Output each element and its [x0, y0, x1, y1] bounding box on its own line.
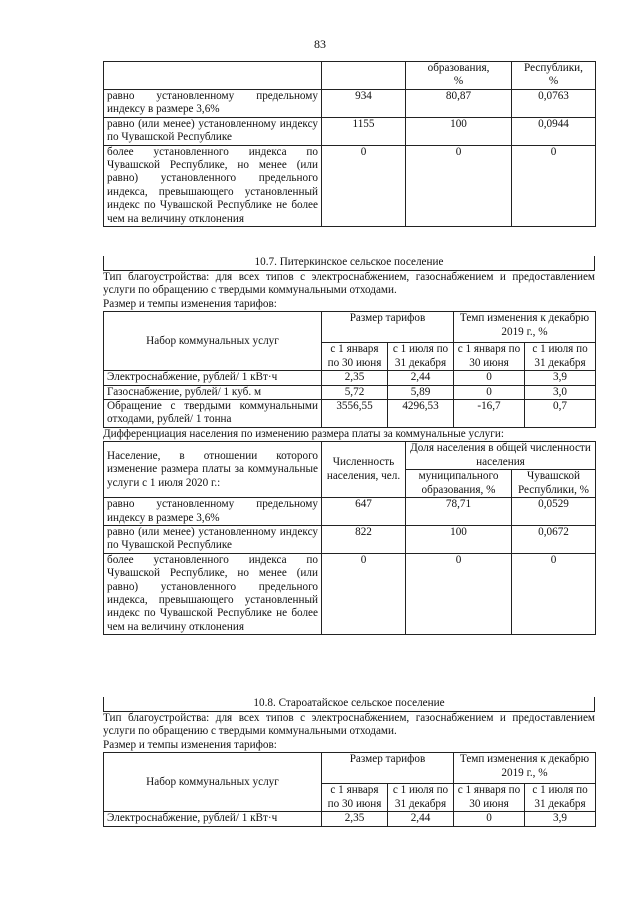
header-population: Население, в отношении которого изменение размера платы за коммунальные услуги с 1 июля 2020 г.:: [104, 442, 322, 498]
header-share: Доля населения в общей численности населения: [406, 442, 596, 470]
header-jul: с 1 июля по 31 декабря: [388, 343, 454, 371]
tariff-value: 5,72: [322, 385, 388, 399]
row-mun-share: 80,87: [406, 90, 512, 118]
row-count: 0: [322, 145, 406, 226]
tariffs-table: [103, 752, 596, 826]
header-rep-cont: Республики, %: [512, 62, 596, 90]
tariffs-caption: Размер и темпы изменения тарифов:: [103, 738, 277, 751]
row-label: равно установленному предельному индексу в размере 3,6%: [104, 90, 322, 118]
table-row: [104, 498, 596, 526]
row-count: 0: [322, 553, 406, 634]
improvement-type: Тип благоустройства: для всех типов с электроснабжением, газоснабжением и предоставлением услуги по обращению с твердыми коммунальными отходами.: [103, 711, 595, 738]
table-row: [104, 812, 596, 826]
diff-caption: Дифференциация населения по изменению размера платы за коммунальные услуги:: [103, 427, 504, 440]
table-row: [104, 90, 596, 118]
table-row: [104, 371, 596, 385]
tariffs-table: [103, 311, 596, 427]
header-count: Численность населения, чел.: [322, 442, 406, 498]
table-row: [104, 145, 596, 226]
section-title: 10.7. Питеркинское сельское поселение: [103, 256, 595, 271]
row-label: равно установленному предельному индексу в размере 3,6%: [104, 498, 322, 526]
row-count: 647: [322, 498, 406, 526]
rate-value: 0: [454, 812, 525, 826]
rate-value: 0: [454, 385, 525, 399]
table-row: [104, 400, 596, 428]
tariff-value: 4296,53: [388, 400, 454, 428]
section-10-7: [103, 256, 595, 635]
population-diff-table: [103, 441, 596, 635]
row-count: 934: [322, 90, 406, 118]
improvement-type: Тип благоустройства: для всех типов с электроснабжением, газоснабжением и предоставлением услуги по обращению с твердыми коммунальными отходами.: [103, 270, 595, 297]
rate-value: 0: [454, 371, 525, 385]
row-count: 822: [322, 526, 406, 554]
header-tariff-size: Размер тарифов: [322, 753, 454, 784]
header-services: Набор коммунальных услуг: [104, 312, 322, 371]
header-rep: Чувашской Республики, %: [512, 470, 596, 498]
rate-value: -16,7: [454, 400, 525, 428]
row-mun-share: 100: [406, 117, 512, 145]
population-diff-table-continued: [103, 61, 595, 227]
section-title: 10.8. Староатайское сельское поселение: [103, 697, 595, 712]
row-label: равно (или менее) установленному индексу по Чувашской Республике: [104, 526, 322, 554]
row-label: более установленного индекса по Чувашской Республике, но менее (или равно) установленного предельного индекса, превышающего установленный индекс по Чувашской Республике не более чем на величину отклонения: [104, 145, 322, 226]
row-label: равно (или менее) установленному индексу по Чувашской Республике: [104, 117, 322, 145]
row-rep-share: 0,0763: [512, 90, 596, 118]
rate-value: 3,9: [525, 371, 596, 385]
tariff-value: 5,89: [388, 385, 454, 399]
header-jan: с 1 января по 30 июня: [454, 343, 525, 371]
rate-value: 3,9: [525, 812, 596, 826]
header-cell-empty: [322, 62, 406, 90]
table-row: [104, 385, 596, 399]
header-jul: с 1 июля по 31 декабря: [388, 784, 454, 812]
tariff-value: 2,44: [388, 371, 454, 385]
tariffs-caption: Размер и темпы изменения тарифов:: [103, 297, 277, 310]
header-services: Набор коммунальных услуг: [104, 753, 322, 812]
tariff-value: 2,35: [322, 812, 388, 826]
table-row: [104, 526, 596, 554]
header-jul: с 1 июля по 31 декабря: [525, 784, 596, 812]
header-rate: Темп изменения к декабрю 2019 г., %: [454, 312, 596, 343]
header-cell-empty: [104, 62, 322, 90]
row-mun-share: 100: [406, 526, 512, 554]
header-tariff-size: Размер тарифов: [322, 312, 454, 343]
section-10-8: [103, 697, 595, 827]
header-rate: Темп изменения к декабрю 2019 г., %: [454, 753, 596, 784]
service-name: Газоснабжение, рублей/ 1 куб. м: [104, 385, 322, 399]
table-row: [104, 553, 596, 634]
row-mun-share: 0: [406, 553, 512, 634]
header-jan: с 1 января по 30 июня: [322, 343, 388, 371]
service-name: Электроснабжение, рублей/ 1 кВт·ч: [104, 371, 322, 385]
row-rep-share: 0,0529: [512, 498, 596, 526]
table-row: [104, 117, 596, 145]
header-mun: муниципального образования, %: [406, 470, 512, 498]
header-jul: с 1 июля по 31 декабря: [525, 343, 596, 371]
row-mun-share: 0: [406, 145, 512, 226]
header-jan: с 1 января по 30 июня: [322, 784, 388, 812]
service-name: Обращение с твердыми коммунальными отходами, рублей/ 1 тонна: [104, 400, 322, 428]
row-rep-share: 0: [512, 553, 596, 634]
row-rep-share: 0,0672: [512, 526, 596, 554]
row-label: более установленного индекса по Чувашской Республике, но менее (или равно) установленного предельного индекса, превышающего установленный индекс по Чувашской Республике не более чем на величину отклонения: [104, 553, 322, 634]
tariff-value: 2,44: [388, 812, 454, 826]
rate-value: 3,0: [525, 385, 596, 399]
tariff-value: 2,35: [322, 371, 388, 385]
row-rep-share: 0: [512, 145, 596, 226]
rate-value: 0,7: [525, 400, 596, 428]
service-name: Электроснабжение, рублей/ 1 кВт·ч: [104, 812, 322, 826]
header-jan: с 1 января по 30 июня: [454, 784, 525, 812]
tariff-value: 3556,55: [322, 400, 388, 428]
row-mun-share: 78,71: [406, 498, 512, 526]
row-count: 1155: [322, 117, 406, 145]
row-rep-share: 0,0944: [512, 117, 596, 145]
page-number: 83: [314, 37, 326, 51]
header-mun-cont: образования, %: [406, 62, 512, 90]
